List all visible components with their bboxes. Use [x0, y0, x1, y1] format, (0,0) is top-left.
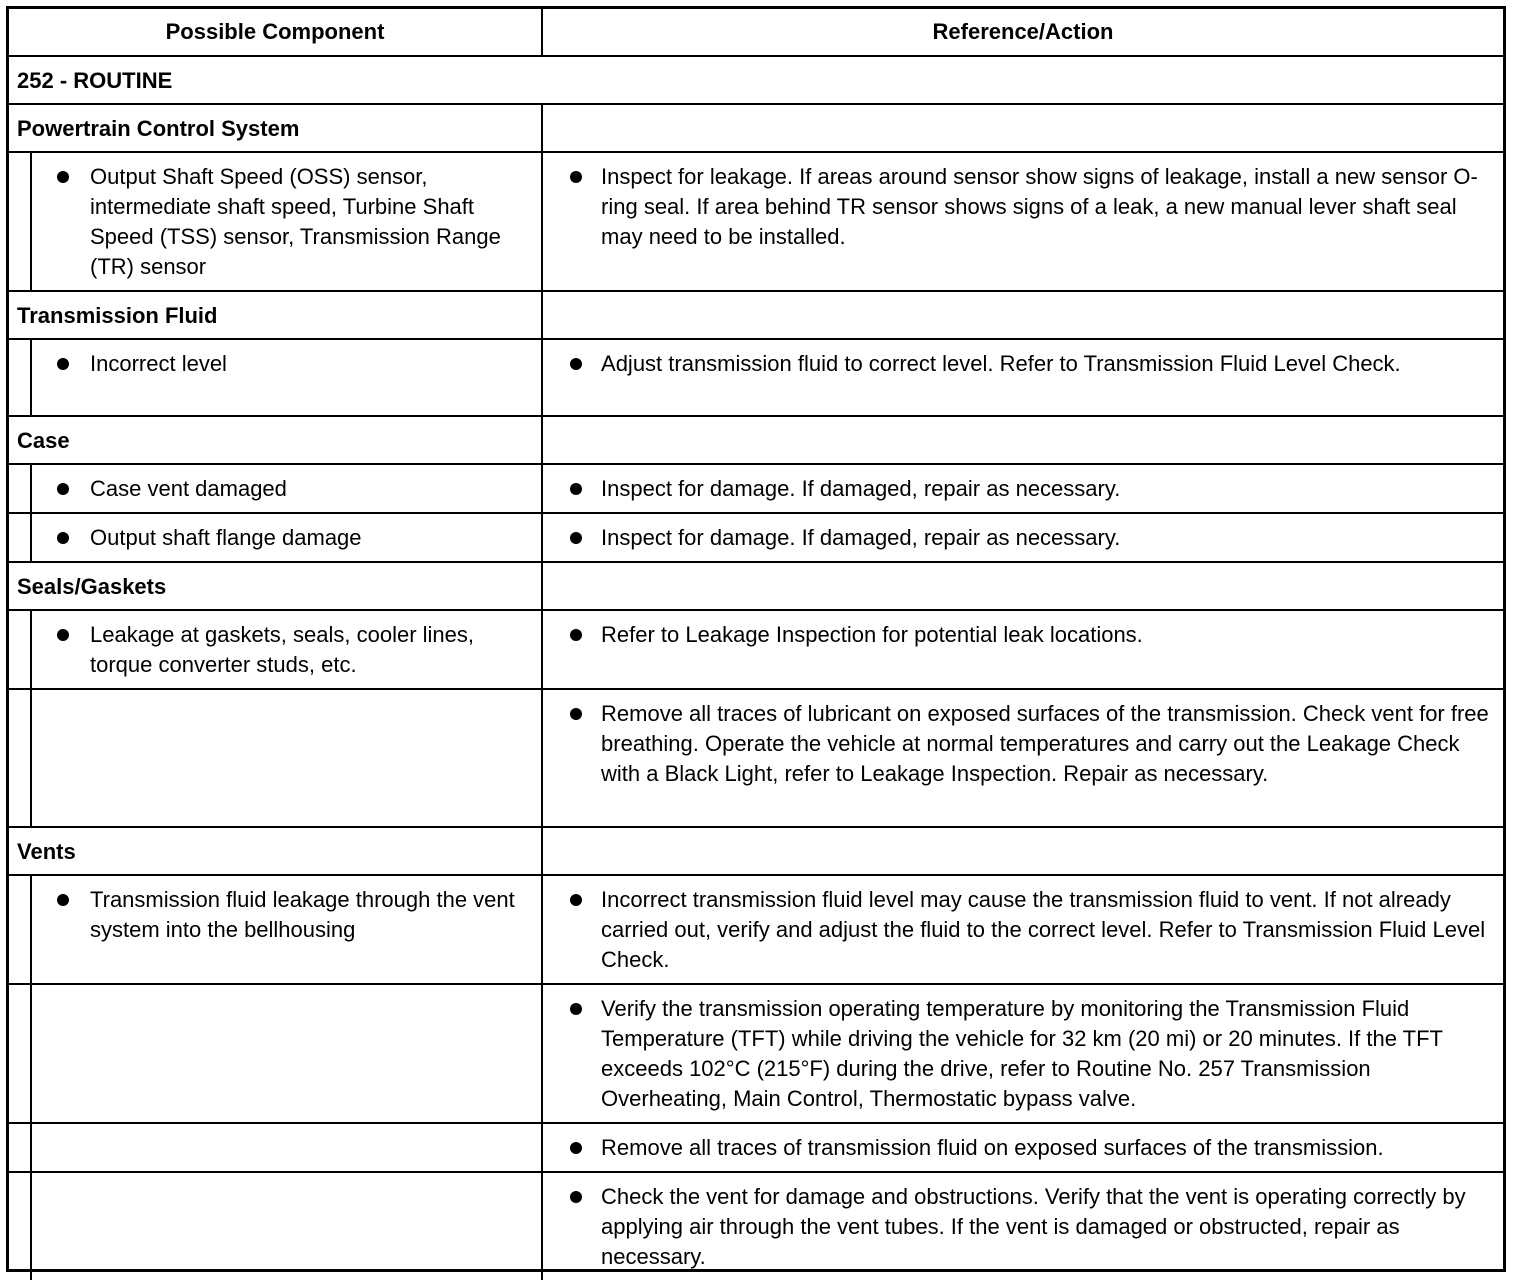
indent-cell: [9, 1172, 31, 1280]
indent-cell: [9, 689, 31, 827]
section-row-case: [9, 416, 1503, 464]
indent-cell: [9, 152, 31, 291]
section-title: Vents: [9, 827, 542, 875]
bullet-icon: [57, 629, 69, 641]
bullet-icon: [570, 629, 582, 641]
section-row-powertrain: [9, 104, 1503, 152]
bullet-icon: [570, 894, 582, 906]
action-cell: [542, 464, 1503, 513]
action-cell: [542, 610, 1503, 689]
bullet-icon: [57, 358, 69, 370]
action-text: Remove all traces of transmission fluid on exposed surfaces of the transmission.: [601, 1135, 1384, 1160]
section-row-fluid: [9, 291, 1503, 339]
component-cell: [31, 339, 542, 416]
action-text: Inspect for damage. If damaged, repair as necessary.: [601, 476, 1121, 501]
indent-cell: [9, 464, 31, 513]
action-text: Incorrect transmission fluid level may cause the transmission fluid to vent. If not already carried out, verify and adjust the fluid to the correct level. Refer to Transmission Fluid Level Check.: [601, 887, 1486, 972]
bullet-icon: [570, 483, 582, 495]
section-title: Case: [9, 416, 542, 464]
component-text: Leakage at gaskets, seals, cooler lines, torque converter studs, etc.: [90, 622, 475, 677]
section-empty-cell: [542, 827, 1503, 875]
empty-component-cell: [31, 1123, 542, 1172]
bullet-icon: [570, 1003, 582, 1015]
section-empty-cell: [542, 104, 1503, 152]
bullet-icon: [57, 171, 69, 183]
section-empty-cell: [542, 416, 1503, 464]
indent-cell: [9, 339, 31, 416]
indent-cell: [9, 610, 31, 689]
action-text: Verify the transmission operating temperature by monitoring the Transmission Fluid Temperature (TFT) while driving the vehicle for 32 km (20 mi) or 20 minutes. If the TFT exceeds 102°C (215°F) during the drive, refer to Routine No. 257 Transmission Overheating, Main Control, Thermostatic bypass valve.: [601, 996, 1443, 1111]
indent-cell: [9, 984, 31, 1123]
header-reference-action: Reference/Action: [542, 9, 1503, 56]
table-row: [9, 339, 1503, 416]
empty-component-cell: [31, 984, 542, 1123]
section-row-seals: [9, 562, 1503, 610]
table-row: [9, 1172, 1503, 1280]
action-cell: [542, 152, 1503, 291]
action-text: Inspect for leakage. If areas around sensor show signs of leakage, install a new sensor O-ring seal. If area behind TR sensor shows signs of a leak, a new manual lever shaft seal may need to be installed.: [601, 164, 1478, 249]
action-text: Inspect for damage. If damaged, repair as necessary.: [601, 525, 1121, 550]
header-possible-component: Possible Component: [9, 9, 542, 56]
action-cell: [542, 513, 1503, 562]
bullet-icon: [570, 171, 582, 183]
component-cell: [31, 610, 542, 689]
indent-cell: [9, 513, 31, 562]
table-row: [9, 152, 1503, 291]
action-cell: [542, 984, 1503, 1123]
component-cell: [31, 464, 542, 513]
bullet-icon: [570, 532, 582, 544]
table-row: [9, 1123, 1503, 1172]
bullet-icon: [570, 358, 582, 370]
action-text: Remove all traces of lubricant on exposed surfaces of the transmission. Check vent for free breathing. Operate the vehicle at normal temperatures and carry out the Leakage Check with a Black Light, refer to Leakage Inspection. Repair as necessary.: [601, 701, 1489, 786]
action-cell: [542, 689, 1503, 827]
section-row-vents: [9, 827, 1503, 875]
empty-component-cell: [31, 1172, 542, 1280]
component-text: Output Shaft Speed (OSS) sensor, intermediate shaft speed, Turbine Shaft Speed (TSS) sensor, Transmission Range (TR) sensor: [90, 164, 501, 279]
bullet-icon: [570, 708, 582, 720]
component-cell: [31, 513, 542, 562]
section-empty-cell: [542, 562, 1503, 610]
section-title: Transmission Fluid: [9, 291, 542, 339]
section-title: Powertrain Control System: [9, 104, 542, 152]
component-text: Case vent damaged: [90, 476, 287, 501]
table-row: [9, 610, 1503, 689]
table-row: [9, 513, 1503, 562]
action-cell: [542, 1123, 1503, 1172]
table-row: [9, 464, 1503, 513]
component-text: Output shaft flange damage: [90, 525, 362, 550]
action-cell: [542, 875, 1503, 984]
table-header-row: [9, 9, 1503, 56]
action-text: Check the vent for damage and obstructions. Verify that the vent is operating correctly by applying air through the vent tubes. If the vent is damaged or obstructed, repair as necessary.: [601, 1184, 1466, 1269]
bullet-icon: [57, 532, 69, 544]
component-text: Transmission fluid leakage through the vent system into the bellhousing: [90, 887, 515, 942]
bullet-icon: [570, 1191, 582, 1203]
component-cell: [31, 875, 542, 984]
table-row: [9, 689, 1503, 827]
table-row: [9, 984, 1503, 1123]
bullet-icon: [57, 894, 69, 906]
action-cell: [542, 1172, 1503, 1280]
action-text: Refer to Leakage Inspection for potential leak locations.: [601, 622, 1143, 647]
diagnostic-table-frame: [6, 6, 1506, 1272]
component-cell: [31, 152, 542, 291]
bullet-icon: [57, 483, 69, 495]
action-text: Adjust transmission fluid to correct level. Refer to Transmission Fluid Level Check.: [601, 351, 1401, 376]
bullet-icon: [570, 1142, 582, 1154]
indent-cell: [9, 1123, 31, 1172]
table-row: [9, 875, 1503, 984]
section-title: Seals/Gaskets: [9, 562, 542, 610]
component-text: Incorrect level: [90, 351, 227, 376]
indent-cell: [9, 875, 31, 984]
empty-component-cell: [31, 689, 542, 827]
diagnostic-table: [9, 9, 1503, 1280]
routine-row: [9, 56, 1503, 104]
routine-title: 252 - ROUTINE: [9, 56, 1503, 104]
action-cell: [542, 339, 1503, 416]
section-empty-cell: [542, 291, 1503, 339]
